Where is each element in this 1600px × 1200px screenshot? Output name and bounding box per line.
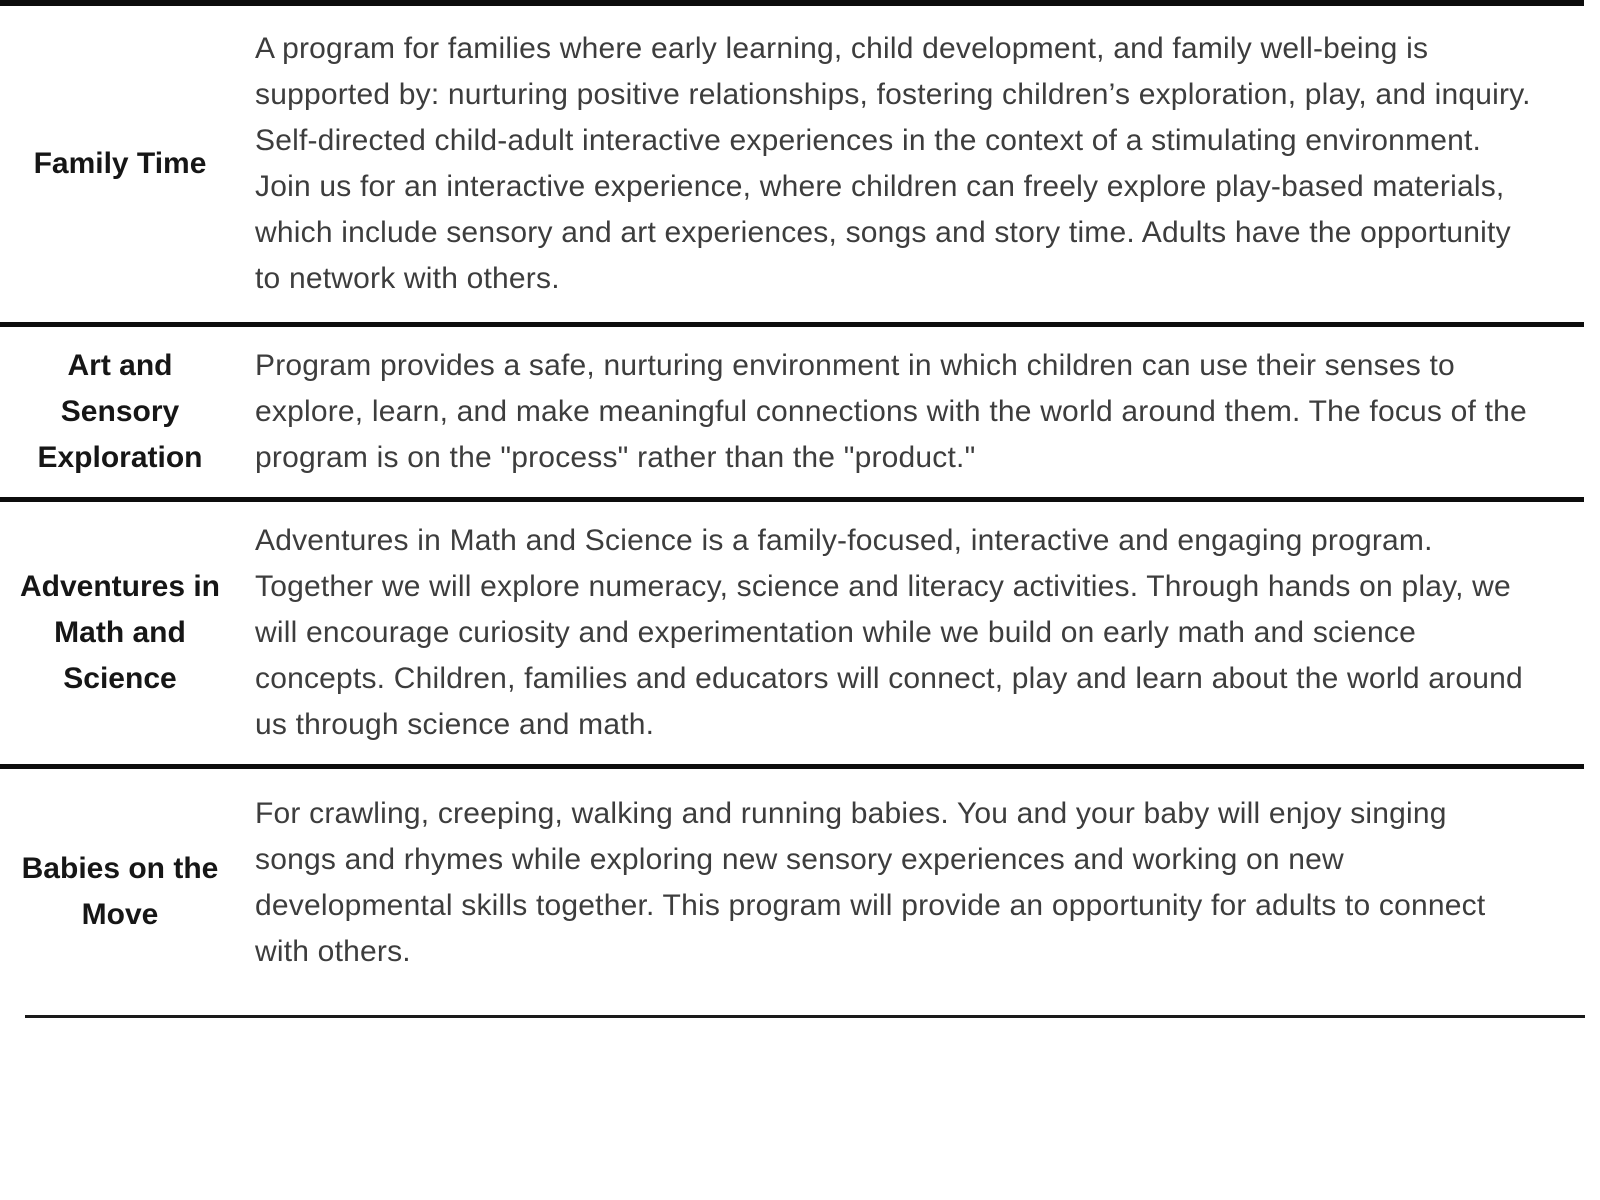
table-row [0, 769, 1584, 1015]
program-description: Adventures in Math and Science is a family-focused, interactive and engaging program. Together we will explore numeracy, science and literacy activities. Through hands on play, we will encourage curiosity and experimentation while we build on early math and science concepts. Children, families and educators will connect, play and learn about the world around us through science and math. [255, 524, 1523, 741]
program-description: For crawling, creeping, walking and running babies. You and your baby will enjoy singing songs and rhymes while exploring new sensory experiences and working on new developmental skills together. This program will provide an opportunity for adults to connect with others. [255, 797, 1486, 968]
table-bottom-rule [25, 1015, 1585, 1018]
table-row [0, 6, 1584, 327]
program-name: Babies on the Move [21, 852, 219, 931]
table-row [0, 502, 1584, 769]
table-row [0, 327, 1584, 502]
program-name: Art and Sensory Exploration [37, 349, 203, 474]
program-name: Adventures in Math and Science [19, 570, 221, 695]
program-name: Family Time [33, 147, 207, 180]
program-description: Program provides a safe, nurturing environment in which children can use their senses to explore, learn, and make meaningful connections with the world around them. The focus of the program is on the "process" rather than the "product." [255, 349, 1527, 474]
program-description: A program for families where early learning, child development, and family well-being is supported by: nurturing positive relationships, fostering children’s exploration, play, and inquiry. Self-directed child-adult interactive experiences in the context of a stimulating environment. Join us for an interactive experience, where children can freely explore play-based materials, which include sensory and art experiences, songs and story time. Adults have the opportunity to network with others. [255, 32, 1531, 295]
